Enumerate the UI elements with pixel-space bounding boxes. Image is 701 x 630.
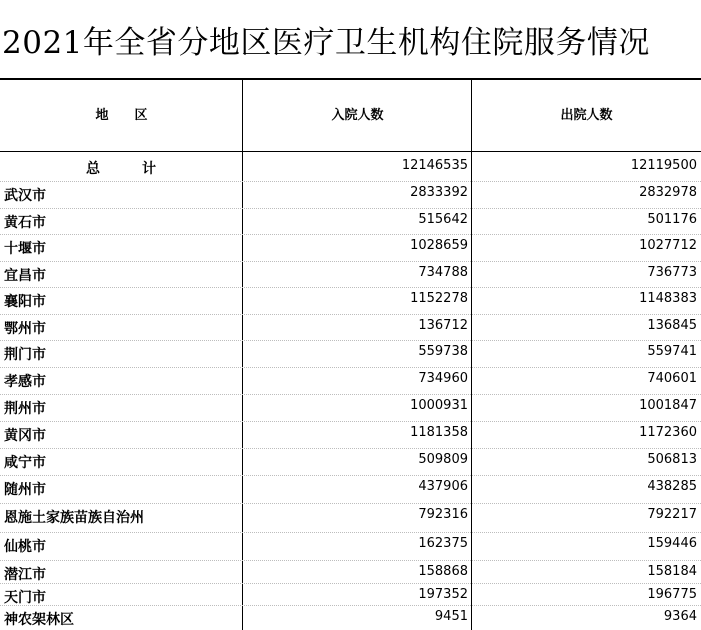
row-separator	[0, 367, 701, 368]
header-rule	[0, 151, 701, 152]
region-name: 武汉市	[4, 188, 46, 204]
region-name: 神农架林区	[4, 612, 74, 628]
row-separator	[0, 503, 701, 504]
discharges-value: 136845	[647, 318, 697, 333]
discharges-value: 1001847	[639, 398, 697, 413]
discharges-value: 1172360	[639, 425, 697, 440]
region-name: 潜江市	[4, 567, 46, 583]
admissions-value: 509809	[418, 452, 468, 467]
table-header	[0, 80, 701, 151]
admissions-value: 792316	[418, 507, 468, 522]
header-discharges: 出院人数	[560, 108, 613, 123]
admissions-value: 437906	[418, 479, 468, 494]
row-separator	[0, 287, 701, 288]
discharges-value: 438285	[647, 479, 697, 494]
region-name: 荆州市	[4, 401, 46, 417]
column-divider	[471, 80, 472, 630]
total-discharges: 12119500	[630, 158, 697, 173]
total-label: 总 计	[86, 161, 156, 177]
discharges-value: 559741	[647, 344, 697, 359]
region-name: 孝感市	[4, 374, 46, 390]
region-name: 仙桃市	[4, 539, 46, 555]
discharges-value: 792217	[647, 507, 697, 522]
region-name: 鄂州市	[4, 321, 46, 337]
row-separator	[0, 583, 701, 584]
row-separator	[0, 605, 701, 606]
admissions-value: 9451	[434, 609, 468, 624]
header-region: 地 区	[95, 108, 148, 123]
admissions-value: 2833392	[410, 185, 468, 200]
region-name: 荆门市	[4, 347, 46, 363]
admissions-value: 136712	[418, 318, 468, 333]
column-divider	[242, 80, 243, 630]
admissions-value: 197352	[418, 587, 468, 602]
discharges-value: 159446	[647, 536, 697, 551]
row-separator	[0, 234, 701, 235]
row-separator	[0, 394, 701, 395]
discharges-value: 1027712	[639, 238, 697, 253]
region-name: 宜昌市	[4, 268, 46, 284]
row-separator	[0, 448, 701, 449]
region-name: 天门市	[4, 590, 46, 606]
row-separator	[0, 208, 701, 209]
region-name: 恩施土家族苗族自治州	[4, 510, 144, 526]
admissions-value: 1181358	[410, 425, 468, 440]
row-separator	[0, 181, 701, 182]
admissions-value: 559738	[418, 344, 468, 359]
row-separator	[0, 340, 701, 341]
admissions-value: 734788	[418, 265, 468, 280]
discharges-value: 9364	[663, 609, 697, 624]
admissions-value: 1028659	[410, 238, 468, 253]
row-separator	[0, 532, 701, 533]
discharges-value: 736773	[647, 265, 697, 280]
row-separator	[0, 560, 701, 561]
region-name: 襄阳市	[4, 294, 46, 310]
page-title: 2021年全省分地区医疗卫生机构住院服务情况	[2, 25, 650, 61]
region-name: 随州市	[4, 482, 46, 498]
discharges-value: 506813	[647, 452, 697, 467]
admissions-value: 162375	[418, 536, 468, 551]
region-name: 黄石市	[4, 215, 46, 231]
region-name: 咸宁市	[4, 455, 46, 471]
discharges-value: 158184	[647, 564, 697, 579]
row-separator	[0, 421, 701, 422]
discharges-value: 501176	[647, 212, 697, 227]
discharges-value: 740601	[647, 371, 697, 386]
admissions-value: 158868	[418, 564, 468, 579]
admissions-value: 515642	[418, 212, 468, 227]
admissions-value: 1152278	[410, 291, 468, 306]
header-admissions: 入院人数	[331, 108, 384, 123]
region-name: 十堰市	[4, 241, 46, 257]
admissions-value: 1000931	[410, 398, 468, 413]
discharges-value: 196775	[647, 587, 697, 602]
admissions-value: 734960	[418, 371, 468, 386]
row-separator	[0, 314, 701, 315]
region-name: 黄冈市	[4, 428, 46, 444]
discharges-value: 1148383	[639, 291, 697, 306]
row-separator	[0, 475, 701, 476]
discharges-value: 2832978	[639, 185, 697, 200]
total-admissions: 12146535	[401, 158, 468, 173]
row-separator	[0, 261, 701, 262]
